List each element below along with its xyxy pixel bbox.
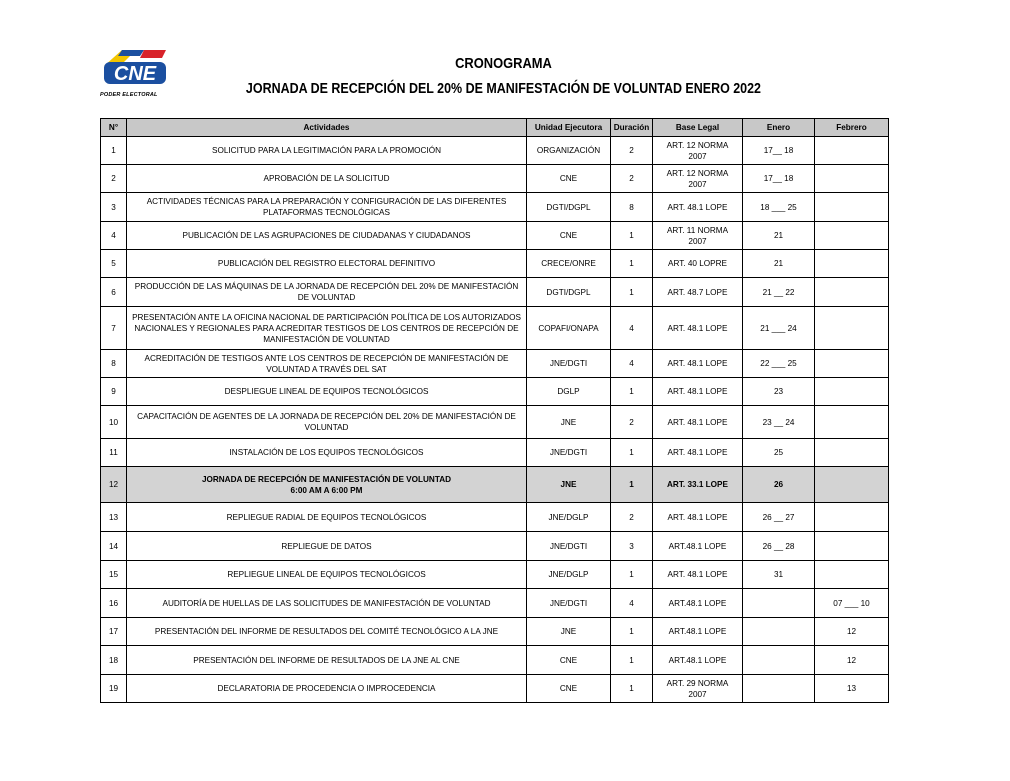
- col-header-unidad: Unidad Ejecutora: [527, 119, 611, 137]
- cell-duracion: 2: [611, 137, 653, 165]
- cell-base-legal: ART. 48.1 LOPE: [653, 193, 743, 222]
- col-header-base-legal: Base Legal: [653, 119, 743, 137]
- cell-duracion: 1: [611, 222, 653, 250]
- cell-actividad: PRESENTACIÓN ANTE LA OFICINA NACIONAL DE PARTICIPACIÓN POLÍTICA DE LOS AUTORIZADOS NACIONALES Y REGIONALES PARA ACREDITAR TESTIGOS DE LOS CENTROS DE RECEPCIÓN DE MANIFESTACIÓN DE VOLUNTAD: [127, 307, 527, 350]
- table-row: [101, 561, 889, 589]
- table-row: [101, 532, 889, 561]
- cell-unidad: JNE: [527, 406, 611, 439]
- cell-febrero: [815, 307, 889, 350]
- table-row: [101, 222, 889, 250]
- cell-base-legal: ART. 40 LOPRE: [653, 250, 743, 278]
- cell-enero: 23 __ 24: [743, 406, 815, 439]
- cell-duracion: 2: [611, 503, 653, 532]
- cell-duracion: 1: [611, 250, 653, 278]
- col-header-febrero: Febrero: [815, 119, 889, 137]
- cell-unidad: CNE: [527, 222, 611, 250]
- table-row: [101, 589, 889, 618]
- cell-base-legal: ART. 11 NORMA 2007: [653, 222, 743, 250]
- table-row: [101, 439, 889, 467]
- cell-duracion: 4: [611, 589, 653, 618]
- cell-base-legal: ART.48.1 LOPE: [653, 646, 743, 675]
- cell-duracion: 1: [611, 439, 653, 467]
- cell-duracion: 2: [611, 406, 653, 439]
- cell-actividad: REPLIEGUE RADIAL DE EQUIPOS TECNOLÓGICOS: [127, 503, 527, 532]
- col-header-duracion: Duración: [611, 119, 653, 137]
- cell-duracion: 1: [611, 646, 653, 675]
- cell-enero: 26 __ 27: [743, 503, 815, 532]
- cell-enero: 26: [743, 467, 815, 503]
- cell-febrero: [815, 193, 889, 222]
- cell-actividad: DESPLIEGUE LINEAL DE EQUIPOS TECNOLÓGICOS: [127, 378, 527, 406]
- cell-enero: [743, 646, 815, 675]
- cell-base-legal: ART. 48.1 LOPE: [653, 378, 743, 406]
- cell-unidad: JNE/DGLP: [527, 503, 611, 532]
- cell-unidad: JNE/DGTI: [527, 439, 611, 467]
- cell-unidad: DGTI/DGPL: [527, 278, 611, 307]
- cell-febrero: [815, 467, 889, 503]
- cell-base-legal: ART.48.1 LOPE: [653, 589, 743, 618]
- cell-actividad: [127, 467, 527, 503]
- cell-unidad: DGTI/DGPL: [527, 193, 611, 222]
- cell-febrero: [815, 532, 889, 561]
- cell-n: 19: [101, 675, 127, 703]
- cell-actividad-line2: 6:00 AM A 6:00 PM: [290, 485, 363, 495]
- cell-enero: 26 __ 28: [743, 532, 815, 561]
- table-row: [101, 378, 889, 406]
- cell-febrero: [815, 250, 889, 278]
- cell-febrero: 12: [815, 618, 889, 646]
- cell-duracion: 1: [611, 675, 653, 703]
- cell-duracion: 4: [611, 307, 653, 350]
- col-header-enero: Enero: [743, 119, 815, 137]
- page-subtitle: JORNADA DE RECEPCIÓN DEL 20% DE MANIFESTACIÓN DE VOLUNTAD ENERO 2022: [245, 81, 761, 97]
- cell-unidad: JNE/DGTI: [527, 589, 611, 618]
- table-row: [101, 250, 889, 278]
- schedule-table: [100, 118, 889, 703]
- cell-febrero: 13: [815, 675, 889, 703]
- cell-duracion: 1: [611, 278, 653, 307]
- cell-duracion: 1: [611, 561, 653, 589]
- cell-base-legal: ART. 48.1 LOPE: [653, 406, 743, 439]
- cell-enero: 21: [743, 222, 815, 250]
- cell-actividad: PRESENTACIÓN DEL INFORME DE RESULTADOS DEL COMITÉ TECNOLÓGICO A LA JNE: [127, 618, 527, 646]
- cell-febrero: [815, 503, 889, 532]
- table-row: [101, 503, 889, 532]
- cell-n: 14: [101, 532, 127, 561]
- cell-enero: 17__ 18: [743, 165, 815, 193]
- table-row: [101, 137, 889, 165]
- cell-n: 6: [101, 278, 127, 307]
- table-row: [101, 406, 889, 439]
- cell-actividad-line1: JORNADA DE RECEPCIÓN DE MANIFESTACIÓN DE VOLUNTAD: [201, 474, 452, 484]
- cell-n: 16: [101, 589, 127, 618]
- cell-duracion: 1: [611, 378, 653, 406]
- cell-actividad: AUDITORÍA DE HUELLAS DE LAS SOLICITUDES DE MANIFESTACIÓN DE VOLUNTAD: [127, 589, 527, 618]
- cell-enero: 21: [743, 250, 815, 278]
- cell-duracion: 4: [611, 350, 653, 378]
- cell-enero: 23: [743, 378, 815, 406]
- logo-text: CNE: [113, 63, 157, 85]
- cell-unidad: JNE/DGTI: [527, 350, 611, 378]
- table-row: [101, 278, 889, 307]
- cell-n: 8: [101, 350, 127, 378]
- cell-actividad: REPLIEGUE DE DATOS: [127, 532, 527, 561]
- cell-duracion: 2: [611, 165, 653, 193]
- cell-n: 4: [101, 222, 127, 250]
- cell-unidad: JNE/DGLP: [527, 561, 611, 589]
- cell-enero: 25: [743, 439, 815, 467]
- cell-duracion: 1: [611, 618, 653, 646]
- cell-unidad: JNE: [527, 467, 611, 503]
- cell-enero: 31: [743, 561, 815, 589]
- cell-base-legal: ART. 33.1 LOPE: [653, 467, 743, 503]
- page-title: CRONOGRAMA: [455, 55, 552, 72]
- cell-base-legal: ART. 48.1 LOPE: [653, 307, 743, 350]
- cell-enero: [743, 618, 815, 646]
- cell-enero: 22 ___ 25: [743, 350, 815, 378]
- cell-base-legal: ART. 48.1 LOPE: [653, 439, 743, 467]
- table-header-row: [101, 119, 889, 137]
- cell-enero: 21 __ 22: [743, 278, 815, 307]
- cell-actividad: APROBACIÓN DE LA SOLICITUD: [127, 165, 527, 193]
- cell-duracion: 1: [611, 467, 653, 503]
- cell-base-legal: ART. 12 NORMA 2007: [653, 165, 743, 193]
- table-row: [101, 165, 889, 193]
- cell-base-legal: ART. 48.1 LOPE: [653, 350, 743, 378]
- cell-actividad: PRESENTACIÓN DEL INFORME DE RESULTADOS DE LA JNE AL CNE: [127, 646, 527, 675]
- cell-n: 7: [101, 307, 127, 350]
- cell-unidad: JNE: [527, 618, 611, 646]
- cell-enero: [743, 675, 815, 703]
- cell-enero: [743, 589, 815, 618]
- cell-base-legal: ART. 48.1 LOPE: [653, 561, 743, 589]
- table-row: [101, 675, 889, 703]
- cell-febrero: [815, 378, 889, 406]
- cell-base-legal: ART.48.1 LOPE: [653, 532, 743, 561]
- cell-n: 10: [101, 406, 127, 439]
- cell-base-legal: ART. 48.7 LOPE: [653, 278, 743, 307]
- cell-febrero: [815, 406, 889, 439]
- cell-actividad: ACTIVIDADES TÉCNICAS PARA LA PREPARACIÓN Y CONFIGURACIÓN DE LAS DIFERENTES PLATAFORMAS TECNOLÓGICAS: [127, 193, 527, 222]
- cell-n: 1: [101, 137, 127, 165]
- cell-enero: 18 ___ 25: [743, 193, 815, 222]
- cell-actividad: SOLICITUD PARA LA LEGITIMACIÓN PARA LA PROMOCIÓN: [127, 137, 527, 165]
- cell-n: 18: [101, 646, 127, 675]
- cell-actividad: ACREDITACIÓN DE TESTIGOS ANTE LOS CENTROS DE RECEPCIÓN DE MANIFESTACIÓN DE VOLUNTAD A TRAVÉS DEL SAT: [127, 350, 527, 378]
- cell-actividad: PRODUCCIÓN DE LAS MÁQUINAS DE LA JORNADA DE RECEPCIÓN DEL 20% DE MANIFESTACIÓN DE VOLUNTAD: [127, 278, 527, 307]
- cell-duracion: 8: [611, 193, 653, 222]
- cell-base-legal: ART. 29 NORMA 2007: [653, 675, 743, 703]
- cell-base-legal: ART. 12 NORMA 2007: [653, 137, 743, 165]
- cell-actividad: REPLIEGUE LINEAL DE EQUIPOS TECNOLÓGICOS: [127, 561, 527, 589]
- cell-actividad: DECLARATORIA DE PROCEDENCIA O IMPROCEDENCIA: [127, 675, 527, 703]
- cell-n: 12: [101, 467, 127, 503]
- col-header-actividades: Actividades: [127, 119, 527, 137]
- cell-unidad: JNE/DGTI: [527, 532, 611, 561]
- table-row-highlight: [101, 467, 889, 503]
- table-row: [101, 618, 889, 646]
- cell-actividad: INSTALACIÓN DE LOS EQUIPOS TECNOLÓGICOS: [127, 439, 527, 467]
- logo-subtext: PODER ELECTORAL: [100, 92, 158, 98]
- cell-febrero: [815, 278, 889, 307]
- table-row: [101, 307, 889, 350]
- cell-base-legal: ART.48.1 LOPE: [653, 618, 743, 646]
- table-row: [101, 193, 889, 222]
- cell-n: 3: [101, 193, 127, 222]
- cell-n: 5: [101, 250, 127, 278]
- cell-duracion: 3: [611, 532, 653, 561]
- col-header-n: N°: [101, 119, 127, 137]
- cell-unidad: CNE: [527, 646, 611, 675]
- cell-febrero: 07 ___ 10: [815, 589, 889, 618]
- cell-n: 9: [101, 378, 127, 406]
- cell-febrero: [815, 439, 889, 467]
- cell-actividad: CAPACITACIÓN DE AGENTES DE LA JORNADA DE RECEPCIÓN DEL 20% DE MANIFESTACIÓN DE VOLUNTAD: [127, 406, 527, 439]
- cell-n: 15: [101, 561, 127, 589]
- cell-enero: 21 ___ 24: [743, 307, 815, 350]
- cell-n: 11: [101, 439, 127, 467]
- cell-n: 17: [101, 618, 127, 646]
- cell-actividad: PUBLICACIÓN DE LAS AGRUPACIONES DE CIUDADANAS Y CIUDADANOS: [127, 222, 527, 250]
- cell-febrero: [815, 350, 889, 378]
- cell-febrero: [815, 137, 889, 165]
- cell-unidad: CNE: [527, 165, 611, 193]
- cell-unidad: CRECE/ONRE: [527, 250, 611, 278]
- cell-febrero: [815, 165, 889, 193]
- cell-febrero: [815, 561, 889, 589]
- cell-unidad: COPAFI/ONAPA: [527, 307, 611, 350]
- cell-febrero: 12: [815, 646, 889, 675]
- cell-unidad: DGLP: [527, 378, 611, 406]
- cell-actividad: PUBLICACIÓN DEL REGISTRO ELECTORAL DEFINITIVO: [127, 250, 527, 278]
- table-row: [101, 350, 889, 378]
- cell-unidad: CNE: [527, 675, 611, 703]
- cell-febrero: [815, 222, 889, 250]
- cell-n: 13: [101, 503, 127, 532]
- cell-enero: 17__ 18: [743, 137, 815, 165]
- cell-n: 2: [101, 165, 127, 193]
- table-row: [101, 646, 889, 675]
- cell-unidad: ORGANIZACIÓN: [527, 137, 611, 165]
- cell-base-legal: ART. 48.1 LOPE: [653, 503, 743, 532]
